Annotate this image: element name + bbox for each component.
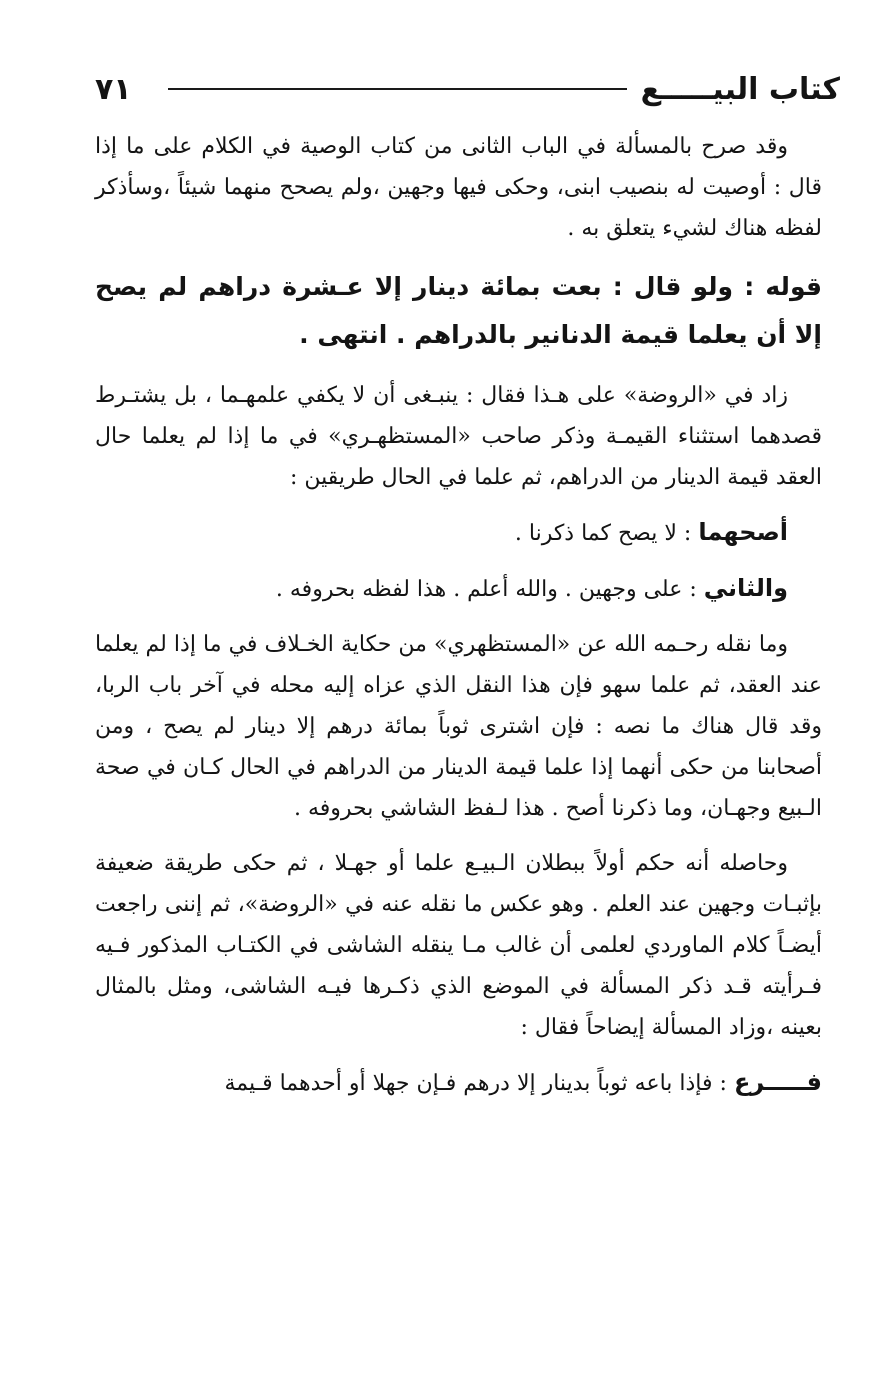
paragraph-5: وما نقله رحـمه الله عن «المستظهري» من حكاية الخـلاف في ما إذا لم يعلما عند العقد، ثم علما سهو فإن هذا النقل الذي عزاه إليه محله في آخر باب الربا، وقد قال هناك ما نصه : فإن اشترى ثوباً بمائة درهم إلا دينار لم يصح ، ومن أصحابنا من حكى أنهما إذا علما قيمة الدينار من الدراهم في الحال كـان في صحة الـبيع وجهـان، وما ذكرنا أصح . هذا لـفظ الشاشي بحروفه . — [95, 632, 822, 821]
paragraph-7 — [95, 1062, 822, 1104]
paragraph-3-lead: أصحهما — [698, 518, 788, 546]
paragraph-6: وحاصله أنه حكم أولاً ببطلان الـبيـع علما أو جهـلا ، ثم حكى طريقة ضعيفة بإثبـات وجهين عند العلم . وهو عكس ما نقله عنه في «الروضة»، ثم إننى راجعت أيضـاً كلام الماوردي لعلمى أن غالب مـا ينقله الشاشى في الكتـاب المذكور فـيه فـرأيته قـد ذكر المسألة في الموضع الذي ذكـرها فيـه الشاشى، ومثل بالمثال بعينه ،وزاد المسألة إيضاحاً فقال : — [95, 851, 822, 1040]
paragraph-1: وقد صرح بالمسألة في الباب الثانى من كتاب الوصية في الكلام على ما إذا قال : أوصيت له بنصيب ابنى، وحكى فيها وجهين ،ولم يصحح منهما شيئاً ،وسأذكر لفظه هناك لشيء يتعلق به . — [95, 134, 822, 241]
page-body — [95, 126, 822, 1118]
paragraph-3-text: : لا يصح كما ذكرنا . — [514, 521, 699, 546]
paragraph-7-lead: فـــــرع — [733, 1068, 822, 1096]
paragraph-4-lead: والثاني — [703, 574, 788, 602]
running-title: كتاب البيـــــع — [640, 71, 840, 107]
paragraph-3 — [95, 512, 822, 554]
header-rule — [168, 88, 627, 90]
page-number: ٧١ — [95, 71, 132, 107]
paragraph-7-text: : فإذا باعه ثوباً بدينار إلا درهم فـإن جهلا أو أحدهما قـيمة — [224, 1071, 734, 1096]
paragraph-2: زاد في «الروضة» على هـذا فقال : ينبـغى أن لا يكفي علمهـما ، بل يشتـرط قصدهما استثناء القيمـة وذكر صاحب «المستظهـري» في ما إذا لم يعلما حال العقد قيمة الدينار من الدراهم، ثم علما في الحال طريقين : — [95, 383, 822, 490]
paragraph-4-text: : على وجهين . والله أعلم . هذا لفظه بحروفه . — [275, 577, 704, 602]
paragraph-4 — [95, 568, 822, 610]
quoted-passage: قوله : ولو قال : بعت بمائة دينار إلا عـشرة دراهم لم يصح إلا أن يعلما قيمة الدنانير بالدراهم . انتهى . — [95, 272, 822, 349]
page-header — [95, 66, 840, 112]
